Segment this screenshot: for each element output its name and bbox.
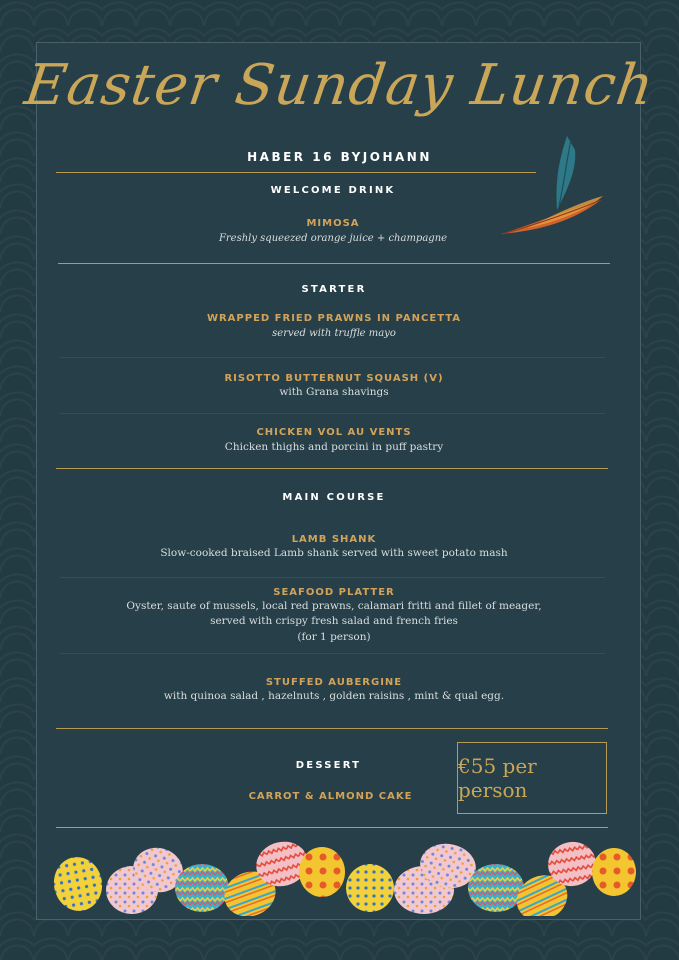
dish-description: Chicken thighs and porcini in puff pastry — [224, 441, 444, 453]
divider — [56, 728, 608, 729]
section-heading-welcome: WELCOME DRINK — [270, 185, 396, 196]
section-heading-dessert: DESSERT — [295, 760, 362, 771]
section-heading-main: MAIN COURSE — [282, 492, 386, 503]
divider — [56, 468, 608, 469]
dish-description: with Grana shavings — [279, 386, 389, 398]
divider — [58, 263, 610, 264]
dish-description: Freshly squeezed orange juice + champagne — [218, 233, 448, 244]
price-label: €55 per person — [458, 754, 537, 802]
dish-name: CHICKEN VOL AU VENTS — [256, 427, 412, 438]
price-box — [457, 742, 607, 814]
item-separator — [60, 357, 605, 358]
item-separator — [60, 653, 605, 654]
dish-description: served with truffle mayo — [272, 328, 396, 339]
restaurant-name: HABER 16 BYJOHANN — [247, 150, 432, 164]
dish-description-line: (for 1 person) — [297, 631, 371, 643]
dish-description: Slow-cooked braised Lamb shank served with sweet potato mash — [160, 547, 508, 559]
dish-name: RISOTTO BUTTERNUT SQUASH (V) — [224, 373, 444, 384]
item-separator — [60, 577, 605, 578]
dish-name: CARROT & ALMOND CAKE — [248, 791, 413, 802]
easter-eggs-illustration — [50, 836, 640, 916]
dish-description: with quinoa salad , hazelnuts , golden raisins , mint & qual egg. — [163, 690, 505, 702]
divider — [56, 172, 536, 173]
dish-name: LAMB SHANK — [291, 534, 377, 545]
menu-title: Easter Sunday Lunch — [20, 53, 659, 118]
divider — [56, 827, 608, 828]
dish-name: STUFFED AUBERGINE — [265, 677, 403, 688]
section-heading-starter: STARTER — [301, 284, 367, 295]
dish-name: WRAPPED FRIED PRAWNS IN PANCETTA — [206, 313, 462, 324]
dish-name: MIMOSA — [306, 218, 360, 229]
item-separator — [60, 413, 605, 414]
dish-name: SEAFOOD PLATTER — [273, 587, 395, 598]
dish-description-line: served with crispy fresh salad and french fries — [210, 615, 458, 627]
dish-description-line: Oyster, saute of mussels, local red prawns, calamari fritti and fillet of meager, — [126, 600, 542, 612]
